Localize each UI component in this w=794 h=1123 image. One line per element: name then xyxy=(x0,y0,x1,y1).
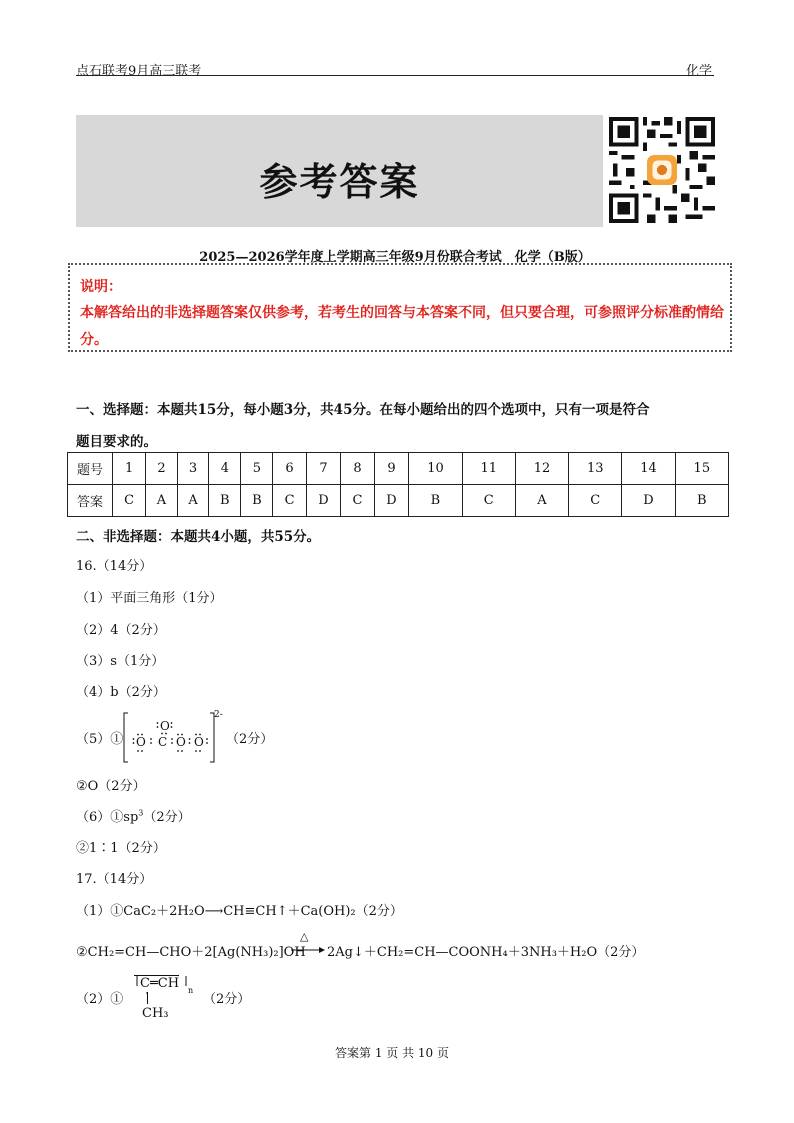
polymer-main-chain: C═CH xyxy=(140,976,180,991)
polymer-brackets xyxy=(134,972,194,994)
svg-text:O: O xyxy=(176,735,186,749)
section2-heading: 二、非选择题：本题共4小题，共55分。 xyxy=(76,529,321,545)
svg-text:O: O xyxy=(194,735,204,749)
question-number: 13 xyxy=(569,453,622,485)
table-row-answers xyxy=(68,485,729,517)
answer-table xyxy=(67,452,729,517)
q16-part6a-text: （6）①sp xyxy=(76,810,139,825)
note-title: 说明： xyxy=(80,279,122,295)
methyl-bond xyxy=(147,992,148,1004)
heat-condition: △ xyxy=(300,930,309,943)
section1-heading: 一、选择题：本题共15分，每小题3分，共45分。在每小题给出的四个选项中，只有一项是符合 xyxy=(76,402,650,418)
answer-cell: D xyxy=(374,485,409,517)
answer-cell: C xyxy=(113,485,146,517)
answer-cell: C xyxy=(569,485,622,517)
question-number: 1 xyxy=(113,453,146,485)
polymer-methyl: CH₃ xyxy=(142,1006,169,1021)
banner-title: 参考答案 xyxy=(259,159,420,204)
q16-part4: （4）b（2分） xyxy=(76,685,166,700)
q16-part6a-sup: 3 xyxy=(138,808,144,818)
question-number: 6 xyxy=(273,453,306,485)
answer-cell: D xyxy=(306,485,341,517)
svg-text:O: O xyxy=(136,735,146,749)
question-number: 8 xyxy=(341,453,374,485)
table-row-numbers xyxy=(68,453,729,485)
answer-cell: C xyxy=(462,485,515,517)
question-number: 10 xyxy=(409,453,462,485)
q16-part2: （2）4（2分） xyxy=(76,623,166,638)
header-divider xyxy=(76,75,714,76)
answer-cell: B xyxy=(675,485,728,517)
carbonate-lewis-structure xyxy=(122,710,222,766)
answer-cell: B xyxy=(241,485,273,517)
q16-part5-prefix: （5）① xyxy=(76,732,124,747)
q16-part5b: ②O（2分） xyxy=(76,779,146,794)
header-exam-name: 点石联考9月高三联考 xyxy=(76,64,202,79)
q17-eq2-right: 2Ag↓＋CH₂=CH—COONH₄＋3NH₃＋H₂O（2分） xyxy=(327,945,645,960)
answer-cell: D xyxy=(622,485,675,517)
question-number: 4 xyxy=(209,453,241,485)
section1-heading-cont: 题目要求的。 xyxy=(76,434,157,450)
answer-cell: B xyxy=(409,485,462,517)
question-number: 7 xyxy=(306,453,341,485)
q17-eq2-left: ②CH₂=CH—CHO＋2[Ag(NH₃)₂]OH xyxy=(76,945,306,960)
answer-cell: B xyxy=(209,485,241,517)
svg-text:C: C xyxy=(158,735,168,749)
question-number: 2 xyxy=(146,453,178,485)
q17-title: 17.（14分） xyxy=(76,872,153,887)
question-number: 11 xyxy=(462,453,515,485)
note-body: 本解答给出的非选择题答案仅供参考，若考生的回答与本答案不同，但只要合理，可参照评分标准酌情给分。 xyxy=(80,305,724,348)
question-number: 5 xyxy=(241,453,273,485)
question-number: 15 xyxy=(675,453,728,485)
svg-text:O: O xyxy=(160,719,170,733)
header-subject: 化学 xyxy=(685,64,712,79)
reaction-arrow-icon xyxy=(291,945,327,955)
q16-part5-score: （2分） xyxy=(226,732,274,747)
q16-part3: （3）s（1分） xyxy=(76,654,165,669)
q16-part6a xyxy=(76,806,191,825)
answer-banner xyxy=(76,115,603,227)
row-label-number: 题号 xyxy=(68,453,113,485)
polymer-n: n xyxy=(188,986,194,995)
answer-cell: A xyxy=(177,485,209,517)
q16-title: 16.（14分） xyxy=(76,559,153,574)
q17-eq1: （1）①CaC₂＋2H₂O⟶CH≡CH↑＋Ca(OH)₂（2分） xyxy=(76,904,403,919)
question-number: 14 xyxy=(622,453,675,485)
answer-cell: A xyxy=(146,485,178,517)
answer-cell: C xyxy=(273,485,306,517)
q17-part2-prefix: （2）① xyxy=(76,992,124,1007)
q16-part6a-score: （2分） xyxy=(143,810,191,825)
q16-part1: （1）平面三角形（1分） xyxy=(76,591,223,606)
exam-subtitle: 2025—2026学年度上学期高三年级9月份联合考试 化学（B版） xyxy=(199,250,591,265)
question-number: 12 xyxy=(515,453,568,485)
answer-cell: C xyxy=(341,485,374,517)
q16-part6b: ②1∶1（2分） xyxy=(76,841,166,856)
answer-cell: A xyxy=(515,485,568,517)
row-label-answer: 答案 xyxy=(68,485,113,517)
question-number: 3 xyxy=(177,453,209,485)
question-number: 9 xyxy=(374,453,409,485)
page-footer: 答案第 1 页 共 10 页 xyxy=(335,1046,449,1060)
qr-code-icon xyxy=(609,117,715,223)
q17-part2-score: （2分） xyxy=(203,992,251,1007)
charge-label: 2- xyxy=(214,710,223,720)
